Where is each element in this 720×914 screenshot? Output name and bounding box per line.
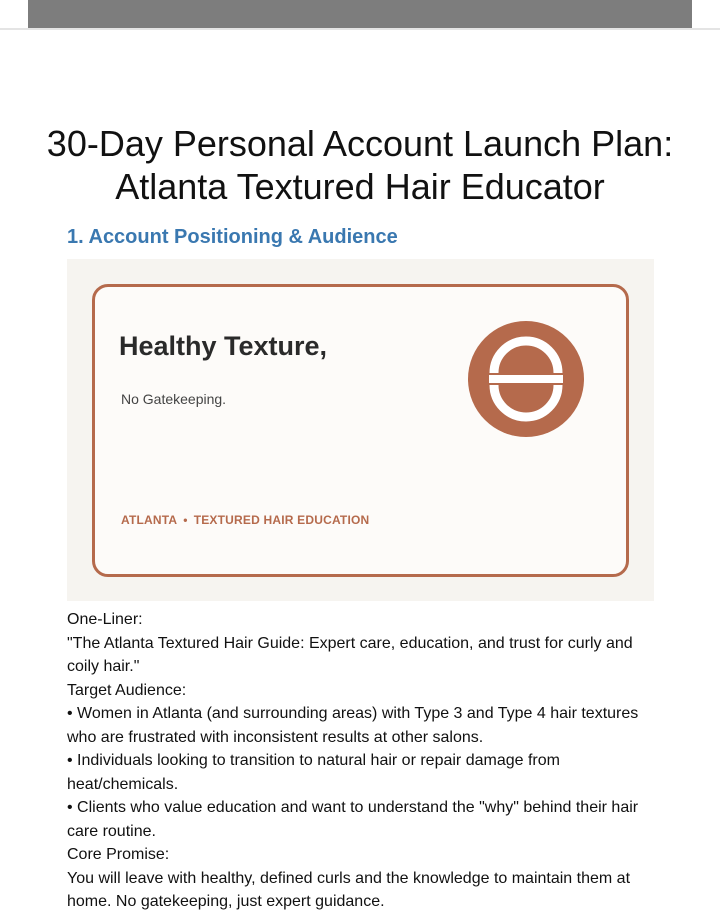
- page-title: 30-Day Personal Account Launch Plan: Atlanta Textured Hair Educator: [46, 123, 674, 207]
- viewer-top-bar: [28, 0, 692, 28]
- hero-subline: No Gatekeeping.: [121, 391, 227, 407]
- hero-tagline: [121, 513, 369, 527]
- one-liner-text: "The Atlanta Textured Hair Guide: Expert care, education, and trust for curly and coily hair.": [67, 634, 633, 675]
- section-heading: 1. Account Positioning & Audience: [67, 226, 398, 248]
- viewer-divider: [0, 28, 720, 30]
- audience-item: • Women in Atlanta (and surrounding areas) with Type 3 and Type 4 hair textures who are frustrated with inconsistent results at other salons.: [67, 705, 639, 746]
- tagline-separator: •: [183, 513, 188, 527]
- circle-hair-logo-icon: [467, 320, 585, 438]
- promise-label: Core Promise:: [67, 846, 170, 863]
- one-liner-label: One-Liner:: [67, 611, 143, 628]
- promise-text: You will leave with healthy, defined curls and the knowledge to maintain them at home. No gatekeeping, just expert guidance.: [67, 869, 631, 910]
- positioning-body: [67, 608, 647, 914]
- audience-label: Target Audience:: [67, 681, 187, 699]
- hero-card: [92, 284, 629, 577]
- audience-item: • Clients who value education and want to understand the "why" behind their hair care routine.: [67, 799, 639, 840]
- hero-headline: Healthy Texture,: [119, 331, 328, 361]
- tagline-location: ATLANTA: [121, 513, 178, 527]
- tagline-topic: TEXTURED HAIR EDUCATION: [193, 513, 370, 527]
- audience-item: • Individuals looking to transition to natural hair or repair damage from heat/chemicals.: [67, 752, 560, 793]
- hero-image-panel: [67, 259, 654, 601]
